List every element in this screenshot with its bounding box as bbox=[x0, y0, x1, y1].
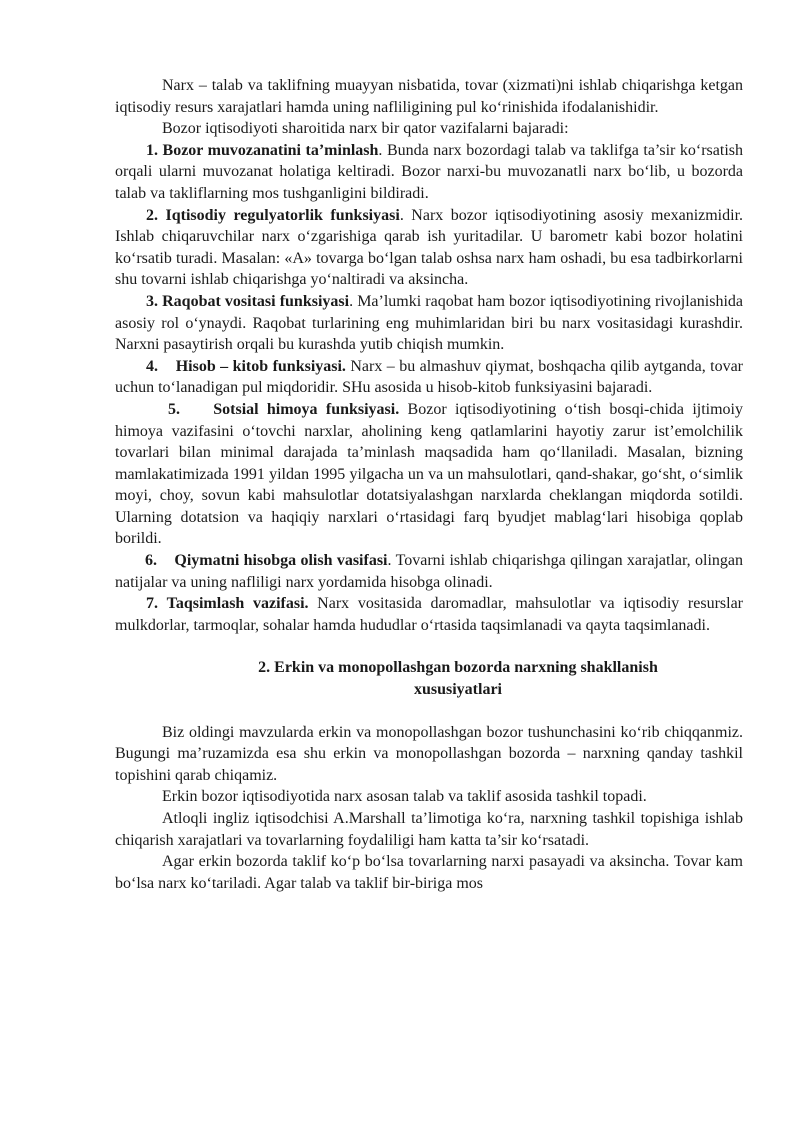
list-item-title: Iqtisodiy regulyatorlik funksiyasi bbox=[165, 206, 400, 224]
paragraph: Biz oldingi mavzularda erkin va monopollashgan bozor tushunchasini ko‘rib chiqqanmiz. Bugungi ma’ruzamizda esa shu erkin va monopollashgan bozorda – narxning qanday tashkil topishini qarab chiqamiz. bbox=[115, 723, 743, 784]
list-item-number: 6. bbox=[145, 552, 157, 570]
list-item-text: Narx – bu almashuv qiymat, boshqacha qilib aytganda, tovar uchun to‘lanadigan pul miqdoridir. SHu asosida u hisob-kitob funksiyasini bajaradi. bbox=[115, 357, 744, 397]
list-item-title: Hisob – kitob funksiyasi. bbox=[175, 357, 346, 375]
list-item bbox=[115, 356, 743, 399]
list-item-text: . Ma’lumki raqobat ham bozor iqtisodiyotining rivojlanishida asosiy rol o‘ynaydi. Raqobat turlarining eng muhimlaridan biri bu narx vositasidagi kurashdir. Narxni pasaytirish orqali bu kurashda yutib chiqish mumkin. bbox=[115, 292, 744, 354]
list-item-text: Narx vositasida daromadlar, mahsulotlar va iqtisodiy resurslar mulkdorlar, tarmoqlar, sohalar hamda hududlar o‘rtasida taqsimlanadi va qayta taqsimlanadi. bbox=[115, 595, 744, 634]
list-item-number: 3. bbox=[146, 292, 158, 310]
list-item-number: 2. bbox=[146, 206, 158, 224]
section-heading: 2. Erkin va monopollashgan bozorda narxning shakllanish xususiyatlari bbox=[258, 659, 658, 699]
list-item bbox=[115, 205, 743, 291]
list-item-number: 4. bbox=[146, 357, 158, 375]
document-page bbox=[115, 75, 743, 894]
paragraph-intro: Bozor iqtisodiyoti sharoitida narx bir qator vazifalarni bajaradi: bbox=[162, 120, 569, 138]
paragraph: Erkin bozor iqtisodiyotida narx asosan talab va taklif asosida tashkil topadi. bbox=[162, 788, 647, 806]
list-item-number: 7. bbox=[146, 595, 158, 613]
list-item-text: . Bunda narx bozordagi talab va taklifga ta’sir ko‘rsatish orqali ularni muvozanat holatiga keltiradi. Bozor narxi-bu muvozanatli narx bo‘lib, u bozorda talab va takliflarning mos tushganligini bildiradi. bbox=[115, 141, 743, 202]
paragraph-definition: Narx – talab va taklifning muayyan nisbatida, tovar (xizmati)ni ishlab chiqarishga ketgan iqtisodiy resurs xarajatlari hamda uning nafliligining pul ko‘rinishida ifodalanishidir. bbox=[115, 77, 743, 116]
list-item-number: 1. bbox=[146, 141, 158, 159]
list-item-title: Sotsial himoya funksiyasi. bbox=[213, 400, 400, 418]
list-item-text: . Narx bozor iqtisodiyotining asosiy mexanizmidir. Ishlab chiqaruvchilar narx o‘zgarishiga qarab ish yuritadilar. U barometr kabi bozor holatini ko‘rsatib turadi. Masalan: «A» tovarga bo‘lgan talab oshsa narx ham oshadi, bu esa tadbirkorlarni shu tovarni ishlab chiqarishga yo‘naltiradi va aksincha. bbox=[115, 206, 744, 289]
list-item bbox=[115, 550, 743, 593]
list-item bbox=[115, 593, 743, 636]
list-item-text: . Tovarni ishlab chiqarishga qilingan xarajatlar, olingan natijalar va uning nafliligi narx yordamida hisobga olinadi. bbox=[115, 552, 744, 591]
list-item bbox=[115, 291, 743, 356]
list-item-title: Bozor muvozanatini ta’minlash bbox=[162, 141, 379, 159]
list-item bbox=[115, 399, 743, 550]
paragraph: Atloqli ingliz iqtisodchisi A.Marshall ta’limotiga ko‘ra, narxning tashkil topishiga ishlab chiqarish xarajatlari va tovarlarning foydaliligi ham katta ta’sir ko‘rsatadi. bbox=[115, 810, 743, 849]
list-item-text: Bozor iqtisodiyotining o‘tish bosqi-chida ijtimoiy himoya vazifasini o‘tovchi narxlar, aholining keng qatlamlarini hayotiy zarur ist’emolchilik tovarlari bilan minimal darajada ta’minlash maqsadida ham qo‘llaniladi. Masalan, bizning mamlakatimizada 1991 yildan 1995 yilgacha un va un mahsulotlari, qand-shakar, go‘sht, o‘simlik moyi, choy, sovun kabi mahsulotlar dotatsiyalashgan narxlarda cheklangan miqdorda sotildi. Ularning dotatsion va haqiqiy narxlari o‘rtasidagi farq byudjet mablag‘lari hisobiga qoplab borildi. bbox=[115, 400, 743, 548]
list-item-title: Raqobat vositasi funksiyasi bbox=[162, 292, 350, 310]
paragraph: Agar erkin bozorda taklif ko‘p bo‘lsa tovarlarning narxi pasayadi va aksincha. Tovar kam bo‘lsa narx ko‘tariladi. Agar talab va taklif bir-biriga mos bbox=[115, 853, 743, 892]
list-item-number: 5. bbox=[168, 400, 180, 418]
list-item bbox=[115, 140, 743, 205]
list-item-title: Qiymatni hisobga olish vasifasi bbox=[174, 552, 388, 570]
list-item-title: Taqsimlash vazifasi. bbox=[166, 595, 309, 613]
